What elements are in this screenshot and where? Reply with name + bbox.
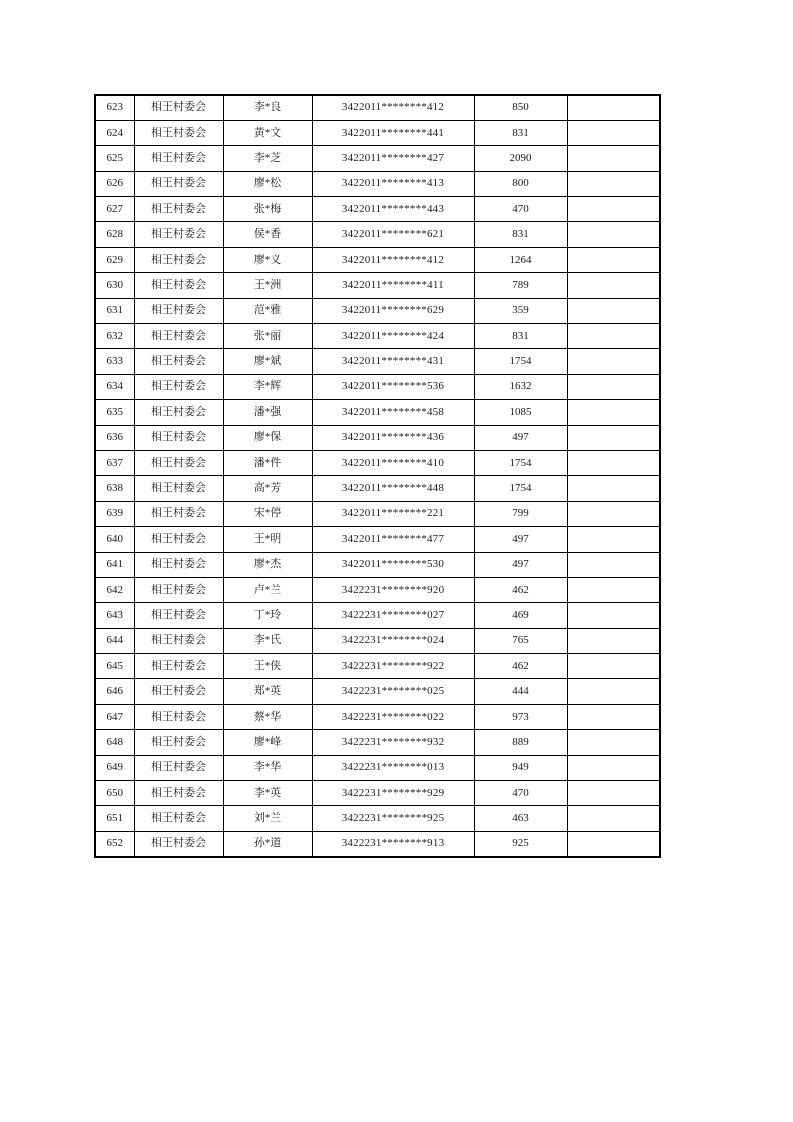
table-row	[95, 146, 660, 171]
cell-id_masked: 3422011********431	[312, 349, 474, 374]
cell-village: 相王村委会	[134, 476, 223, 501]
cell-note	[567, 603, 660, 628]
cell-id_masked: 3422011********443	[312, 197, 474, 222]
cell-note	[567, 755, 660, 780]
cell-serial: 633	[95, 349, 134, 374]
table-row	[95, 197, 660, 222]
cell-id_masked: 3422011********424	[312, 324, 474, 349]
cell-name: 王*洲	[223, 273, 312, 298]
cell-name: 廖*松	[223, 171, 312, 196]
cell-amount: 470	[474, 197, 567, 222]
cell-id_masked: 3422231********925	[312, 806, 474, 831]
cell-serial: 627	[95, 197, 134, 222]
cell-id_masked: 3422011********458	[312, 400, 474, 425]
cell-name: 高*芳	[223, 476, 312, 501]
cell-serial: 635	[95, 400, 134, 425]
cell-serial: 631	[95, 298, 134, 323]
cell-name: 黄*文	[223, 120, 312, 145]
cell-note	[567, 349, 660, 374]
cell-village: 相王村委会	[134, 628, 223, 653]
cell-village: 相王村委会	[134, 324, 223, 349]
cell-village: 相王村委会	[134, 577, 223, 602]
cell-serial: 634	[95, 374, 134, 399]
table-row	[95, 298, 660, 323]
cell-id_masked: 3422011********621	[312, 222, 474, 247]
cell-name: 廖*保	[223, 425, 312, 450]
cell-serial: 630	[95, 273, 134, 298]
cell-id_masked: 3422011********411	[312, 273, 474, 298]
cell-amount: 497	[474, 527, 567, 552]
cell-serial: 650	[95, 781, 134, 806]
cell-name: 王*侠	[223, 654, 312, 679]
cell-serial: 641	[95, 552, 134, 577]
cell-village: 相王村委会	[134, 654, 223, 679]
cell-village: 相王村委会	[134, 704, 223, 729]
cell-serial: 639	[95, 501, 134, 526]
cell-name: 廖*斌	[223, 349, 312, 374]
cell-name: 李*氏	[223, 628, 312, 653]
table-row	[95, 704, 660, 729]
cell-name: 廖*义	[223, 247, 312, 272]
cell-serial: 642	[95, 577, 134, 602]
cell-village: 相王村委会	[134, 806, 223, 831]
cell-note	[567, 197, 660, 222]
cell-amount: 831	[474, 324, 567, 349]
cell-name: 潘*件	[223, 450, 312, 475]
cell-village: 相王村委会	[134, 730, 223, 755]
cell-name: 侯*香	[223, 222, 312, 247]
cell-id_masked: 3422231********027	[312, 603, 474, 628]
cell-amount: 789	[474, 273, 567, 298]
cell-name: 李*辉	[223, 374, 312, 399]
cell-amount: 765	[474, 628, 567, 653]
cell-note	[567, 654, 660, 679]
cell-id_masked: 3422231********932	[312, 730, 474, 755]
cell-id_masked: 3422011********448	[312, 476, 474, 501]
cell-village: 相王村委会	[134, 197, 223, 222]
cell-village: 相王村委会	[134, 171, 223, 196]
table-row	[95, 476, 660, 501]
cell-note	[567, 171, 660, 196]
cell-serial: 646	[95, 679, 134, 704]
table-body	[95, 95, 660, 857]
cell-amount: 949	[474, 755, 567, 780]
cell-note	[567, 374, 660, 399]
cell-amount: 1632	[474, 374, 567, 399]
cell-amount: 1754	[474, 476, 567, 501]
cell-name: 孙*道	[223, 831, 312, 856]
table-row	[95, 781, 660, 806]
cell-village: 相王村委会	[134, 755, 223, 780]
cell-id_masked: 3422011********221	[312, 501, 474, 526]
table-row	[95, 120, 660, 145]
cell-amount: 463	[474, 806, 567, 831]
cell-village: 相王村委会	[134, 831, 223, 856]
cell-note	[567, 120, 660, 145]
cell-serial: 648	[95, 730, 134, 755]
cell-id_masked: 3422231********024	[312, 628, 474, 653]
cell-note	[567, 730, 660, 755]
cell-amount: 799	[474, 501, 567, 526]
cell-serial: 625	[95, 146, 134, 171]
cell-note	[567, 781, 660, 806]
cell-amount: 800	[474, 171, 567, 196]
cell-serial: 645	[95, 654, 134, 679]
cell-name: 廖*杰	[223, 552, 312, 577]
cell-amount: 2090	[474, 146, 567, 171]
cell-village: 相王村委会	[134, 95, 223, 120]
cell-village: 相王村委会	[134, 527, 223, 552]
cell-amount: 1085	[474, 400, 567, 425]
cell-id_masked: 3422011********436	[312, 425, 474, 450]
cell-id_masked: 3422231********013	[312, 755, 474, 780]
table-row	[95, 831, 660, 856]
cell-serial: 636	[95, 425, 134, 450]
cell-note	[567, 831, 660, 856]
cell-name: 丁*玲	[223, 603, 312, 628]
cell-amount: 497	[474, 552, 567, 577]
cell-village: 相王村委会	[134, 120, 223, 145]
cell-village: 相王村委会	[134, 450, 223, 475]
cell-serial: 637	[95, 450, 134, 475]
cell-serial: 629	[95, 247, 134, 272]
table-row	[95, 247, 660, 272]
table-row	[95, 171, 660, 196]
cell-id_masked: 3422011********530	[312, 552, 474, 577]
cell-serial: 623	[95, 95, 134, 120]
cell-name: 王*明	[223, 527, 312, 552]
cell-name: 廖*峰	[223, 730, 312, 755]
table-row	[95, 755, 660, 780]
cell-serial: 624	[95, 120, 134, 145]
cell-note	[567, 577, 660, 602]
cell-serial: 638	[95, 476, 134, 501]
cell-note	[567, 450, 660, 475]
cell-note	[567, 501, 660, 526]
cell-id_masked: 3422011********441	[312, 120, 474, 145]
cell-note	[567, 273, 660, 298]
cell-note	[567, 527, 660, 552]
cell-note	[567, 247, 660, 272]
cell-serial: 643	[95, 603, 134, 628]
table-row	[95, 603, 660, 628]
cell-name: 郑*英	[223, 679, 312, 704]
table-row	[95, 552, 660, 577]
cell-note	[567, 324, 660, 349]
table-row	[95, 527, 660, 552]
cell-village: 相王村委会	[134, 374, 223, 399]
cell-serial: 652	[95, 831, 134, 856]
cell-id_masked: 3422231********022	[312, 704, 474, 729]
table-row	[95, 400, 660, 425]
cell-serial: 649	[95, 755, 134, 780]
cell-amount: 462	[474, 654, 567, 679]
cell-name: 潘*强	[223, 400, 312, 425]
roster-table	[94, 94, 661, 858]
cell-name: 张*梅	[223, 197, 312, 222]
cell-note	[567, 628, 660, 653]
cell-amount: 470	[474, 781, 567, 806]
cell-serial: 644	[95, 628, 134, 653]
cell-village: 相王村委会	[134, 222, 223, 247]
table-row	[95, 730, 660, 755]
table-row	[95, 349, 660, 374]
cell-note	[567, 552, 660, 577]
cell-id_masked: 3422231********920	[312, 577, 474, 602]
cell-serial: 628	[95, 222, 134, 247]
table-row	[95, 425, 660, 450]
cell-village: 相王村委会	[134, 349, 223, 374]
cell-amount: 1264	[474, 247, 567, 272]
cell-village: 相王村委会	[134, 273, 223, 298]
table-row	[95, 324, 660, 349]
cell-serial: 626	[95, 171, 134, 196]
cell-note	[567, 806, 660, 831]
cell-village: 相王村委会	[134, 298, 223, 323]
table-row	[95, 679, 660, 704]
cell-amount: 889	[474, 730, 567, 755]
table-row	[95, 374, 660, 399]
cell-note	[567, 222, 660, 247]
table-row	[95, 95, 660, 120]
cell-amount: 925	[474, 831, 567, 856]
cell-name: 蔡*华	[223, 704, 312, 729]
cell-amount: 497	[474, 425, 567, 450]
cell-note	[567, 704, 660, 729]
cell-id_masked: 3422011********412	[312, 247, 474, 272]
cell-village: 相王村委会	[134, 781, 223, 806]
cell-serial: 632	[95, 324, 134, 349]
cell-note	[567, 425, 660, 450]
cell-name: 李*芝	[223, 146, 312, 171]
table-row	[95, 654, 660, 679]
cell-village: 相王村委会	[134, 501, 223, 526]
cell-amount: 469	[474, 603, 567, 628]
table-row	[95, 628, 660, 653]
cell-serial: 640	[95, 527, 134, 552]
table-row	[95, 577, 660, 602]
cell-village: 相王村委会	[134, 146, 223, 171]
cell-note	[567, 298, 660, 323]
cell-name: 宋*停	[223, 501, 312, 526]
table-row	[95, 806, 660, 831]
cell-id_masked: 3422011********477	[312, 527, 474, 552]
cell-id_masked: 3422011********536	[312, 374, 474, 399]
cell-note	[567, 146, 660, 171]
cell-id_masked: 3422231********922	[312, 654, 474, 679]
cell-village: 相王村委会	[134, 552, 223, 577]
cell-village: 相王村委会	[134, 603, 223, 628]
cell-amount: 1754	[474, 349, 567, 374]
cell-id_masked: 3422011********410	[312, 450, 474, 475]
cell-name: 卢*兰	[223, 577, 312, 602]
cell-amount: 359	[474, 298, 567, 323]
cell-amount: 444	[474, 679, 567, 704]
cell-amount: 1754	[474, 450, 567, 475]
cell-amount: 850	[474, 95, 567, 120]
cell-note	[567, 400, 660, 425]
cell-amount: 831	[474, 120, 567, 145]
cell-serial: 651	[95, 806, 134, 831]
cell-village: 相王村委会	[134, 425, 223, 450]
cell-id_masked: 3422231********913	[312, 831, 474, 856]
cell-amount: 973	[474, 704, 567, 729]
cell-id_masked: 3422231********025	[312, 679, 474, 704]
cell-name: 范*雅	[223, 298, 312, 323]
cell-village: 相王村委会	[134, 400, 223, 425]
cell-name: 李*良	[223, 95, 312, 120]
cell-id_masked: 3422011********412	[312, 95, 474, 120]
cell-village: 相王村委会	[134, 247, 223, 272]
cell-id_masked: 3422011********413	[312, 171, 474, 196]
table-row	[95, 273, 660, 298]
table-row	[95, 501, 660, 526]
cell-village: 相王村委会	[134, 679, 223, 704]
cell-serial: 647	[95, 704, 134, 729]
cell-note	[567, 679, 660, 704]
table-row	[95, 450, 660, 475]
cell-name: 李*华	[223, 755, 312, 780]
cell-note	[567, 476, 660, 501]
cell-id_masked: 3422011********427	[312, 146, 474, 171]
cell-name: 刘*兰	[223, 806, 312, 831]
cell-name: 张*丽	[223, 324, 312, 349]
cell-amount: 831	[474, 222, 567, 247]
cell-name: 李*英	[223, 781, 312, 806]
cell-note	[567, 95, 660, 120]
cell-id_masked: 3422011********629	[312, 298, 474, 323]
cell-amount: 462	[474, 577, 567, 602]
cell-id_masked: 3422231********929	[312, 781, 474, 806]
table-row	[95, 222, 660, 247]
